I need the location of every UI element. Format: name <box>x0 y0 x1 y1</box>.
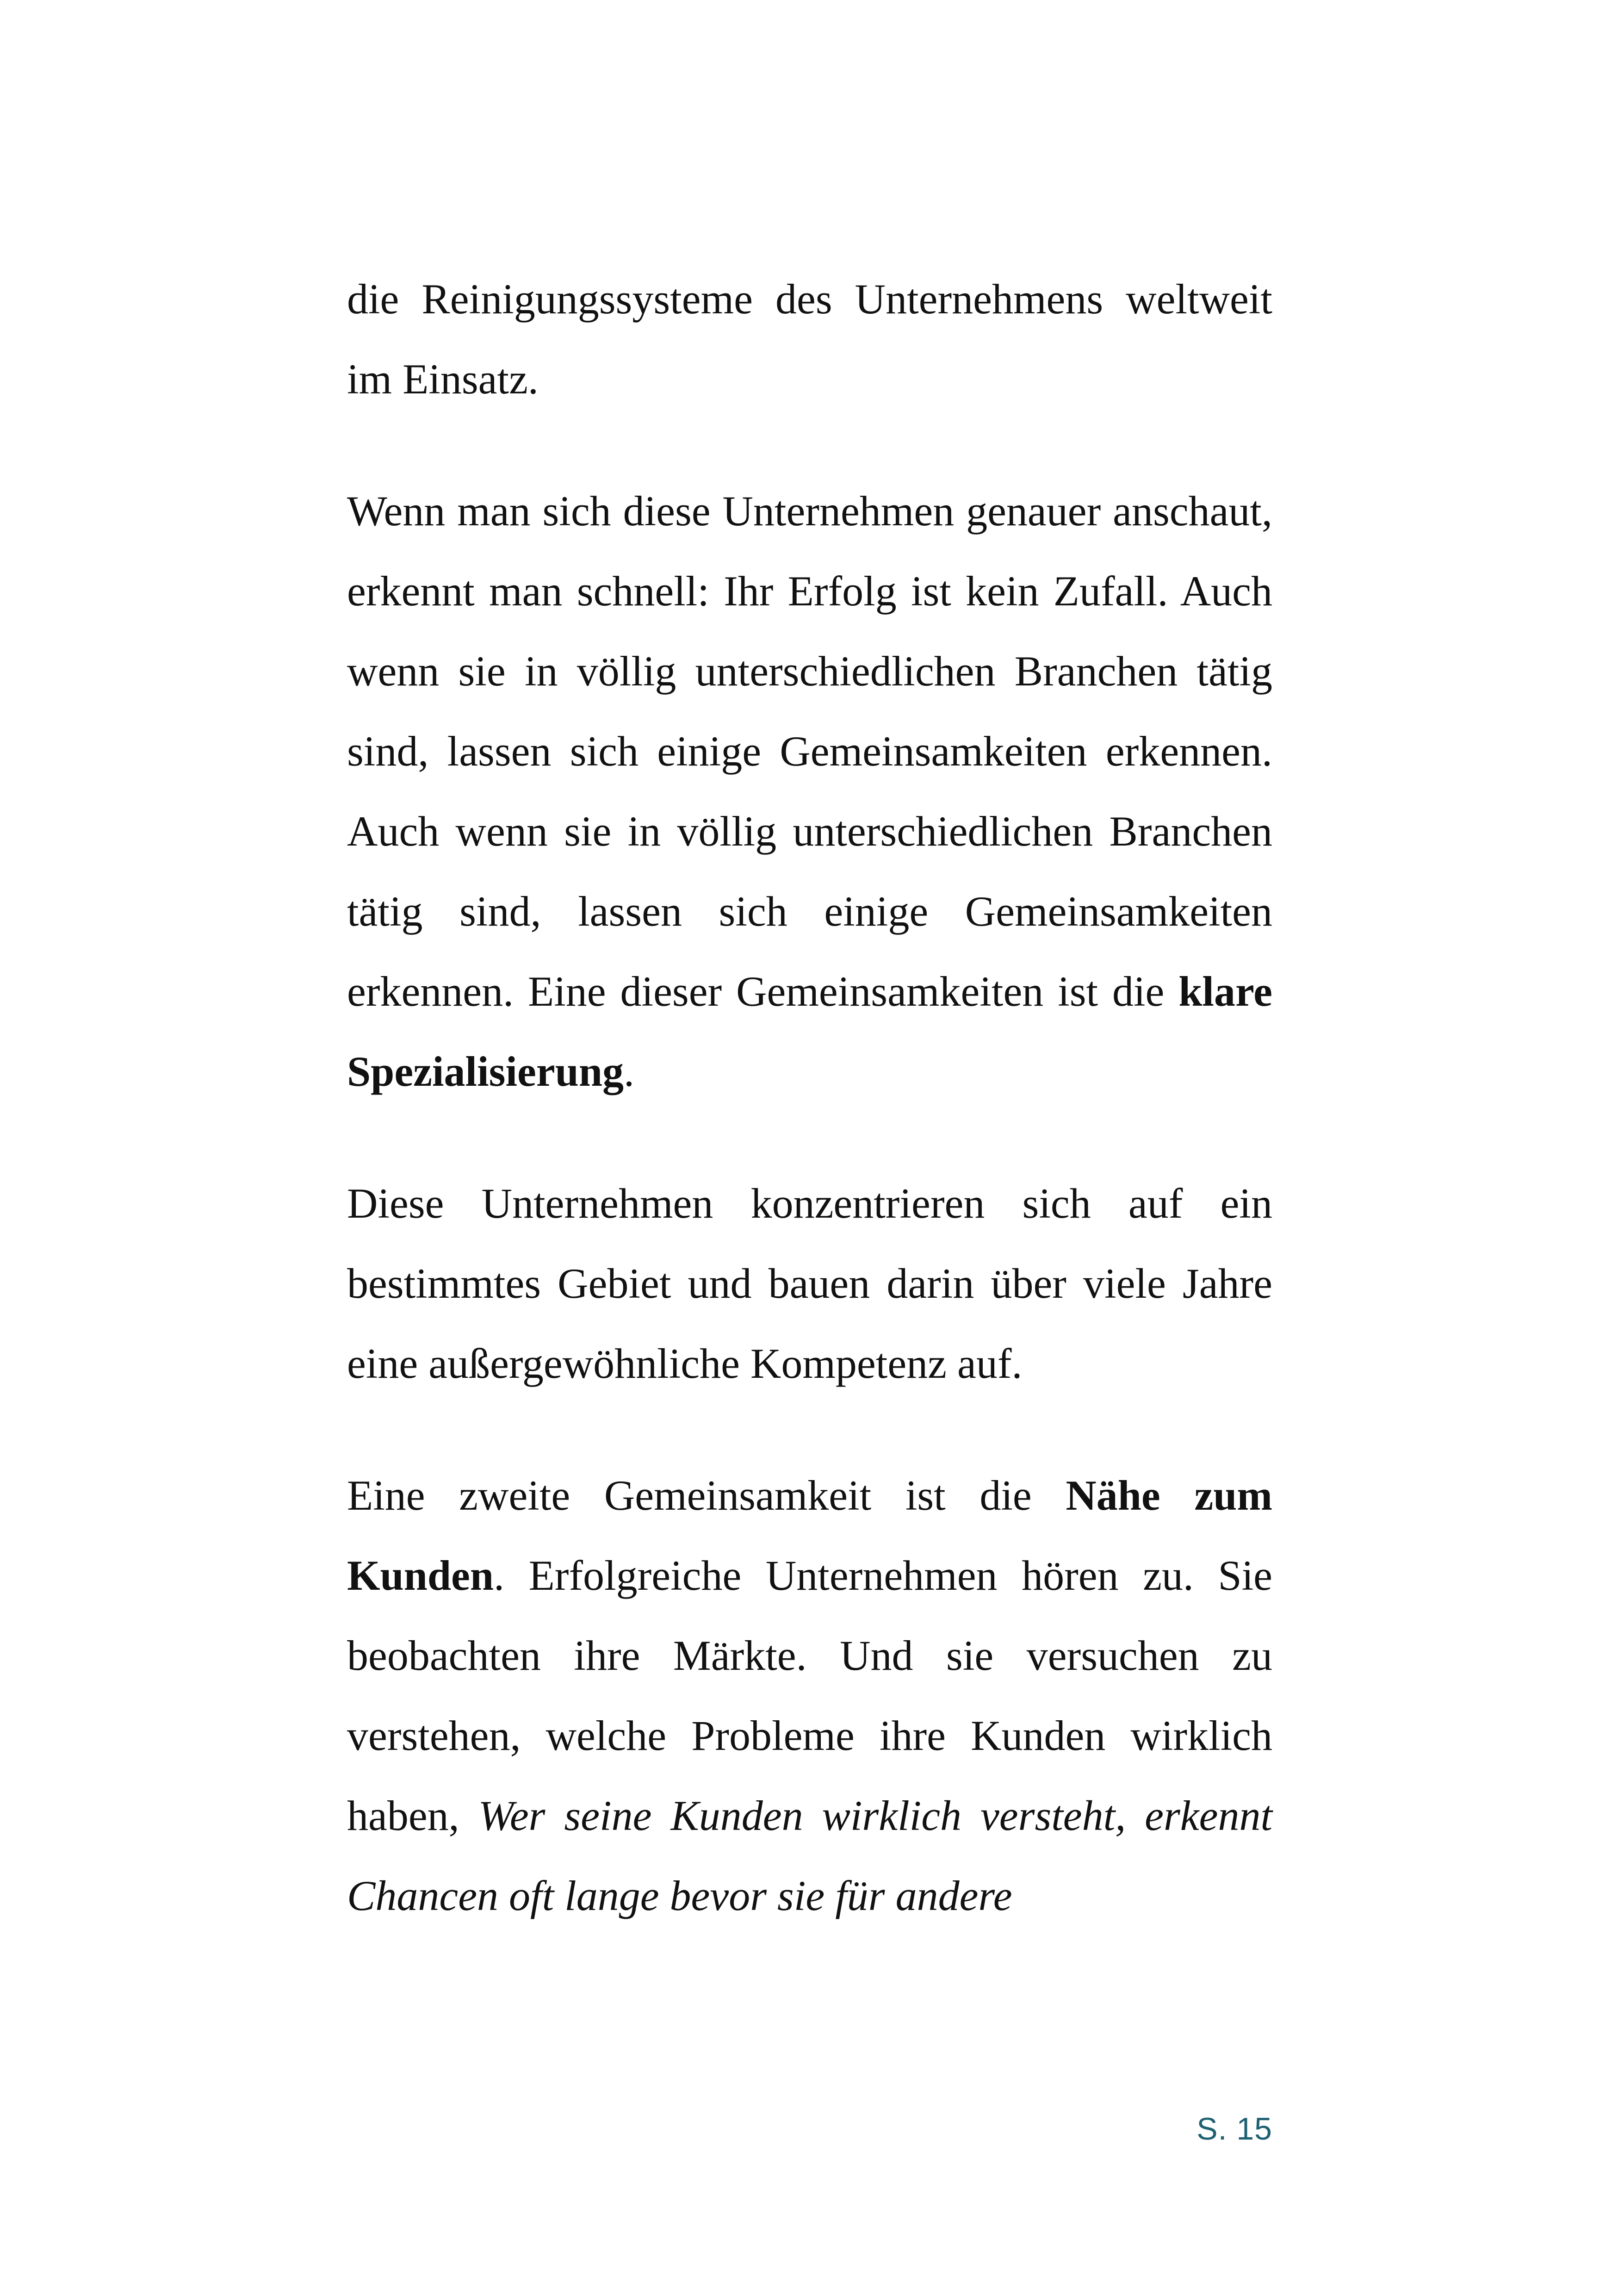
emphasis-klare-spezialisierung: klare Spezialisierung <box>347 968 1272 1095</box>
paragraph-4 <box>347 1456 1272 1936</box>
paragraph-4-middle: . Erfolgreiche Unternehmen hören zu. Sie beobachten ihre Märkte. Und sie versuchen zu verstehen, welche Probleme ihre Kunden wirklich haben, <box>347 1552 1272 1839</box>
paragraph-1-text: die Reinigungssysteme des Unternehmens weltweit im Einsatz. <box>347 275 1272 403</box>
emphasis-naehe-zum-kunden: Nähe zum Kunden <box>347 1472 1272 1599</box>
paragraph-1 <box>347 259 1272 419</box>
paragraph-3 <box>347 1164 1272 1404</box>
document-body <box>347 259 1272 1936</box>
paragraph-2-text: Wenn man sich diese Unternehmen genauer anschaut, erkennt man schnell: Ihr Erfolg ist kein Zufall. Auch wenn sie in völlig unterschiedlichen Branchen tätig sind, lassen sich einige Gemeinsamkeiten erkennen. Auch wenn sie in völlig unterschiedlichen Branchen tätig sind, lassen sich einige Gemeinsamkeiten erkennen. Eine dieser Gemeinsamkeiten ist die <box>347 487 1272 1015</box>
paragraph-2 <box>347 471 1272 1112</box>
italic-quote: Wer seine Kunden wirklich versteht, erkennt Chancen oft lange bevor sie für andere <box>347 1792 1273 1919</box>
paragraph-3-text: Diese Unternehmen konzentrieren sich auf ein bestimmtes Gebiet und bauen darin über viele Jahre eine außergewöhnliche Kompetenz auf. <box>347 1180 1272 1387</box>
page-number: S. 15 <box>1196 2111 1272 2147</box>
paragraph-2-end: . <box>624 1048 635 1095</box>
paragraph-4-text: Eine zweite Gemeinsamkeit ist die <box>347 1472 1066 1519</box>
